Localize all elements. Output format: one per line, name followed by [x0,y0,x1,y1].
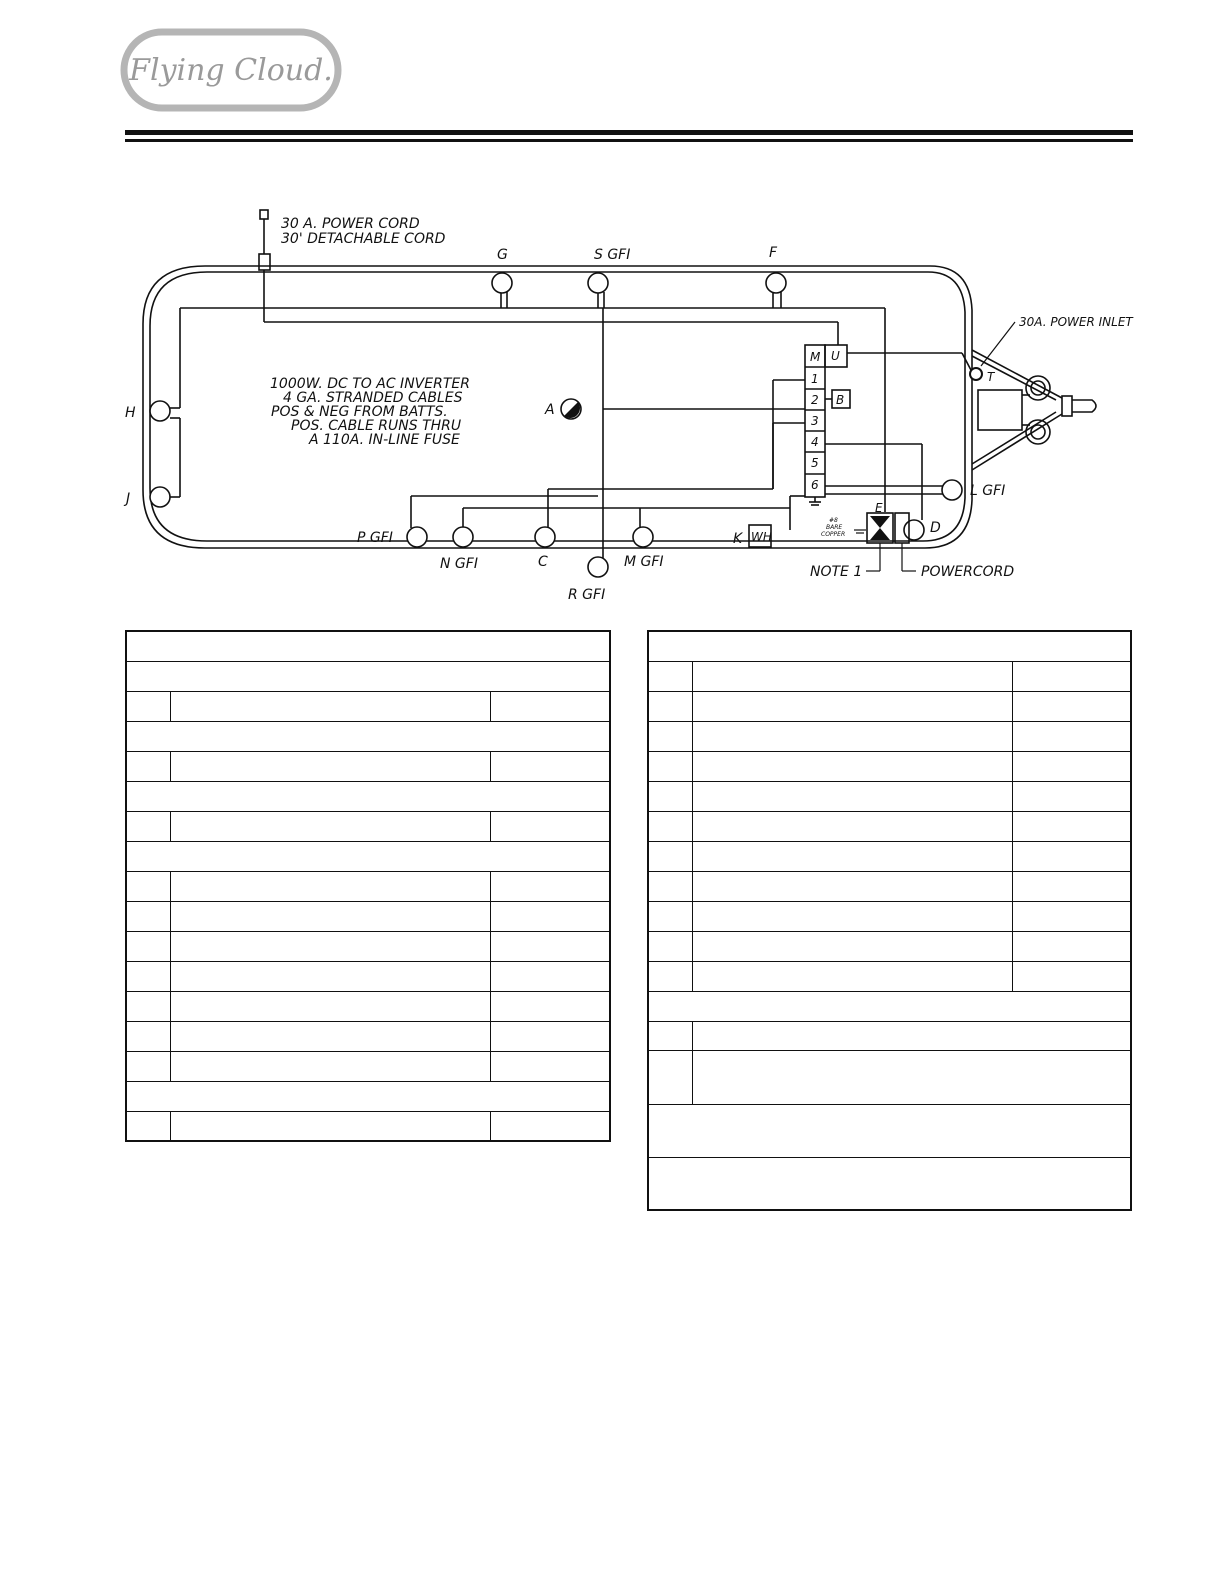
table-index-cell [648,931,692,961]
table-row [648,901,1131,931]
inverter-note-line-1: 1000W. DC TO AC INVERTER [270,376,470,392]
circuit-table-right [647,630,1132,1211]
table-index-cell [648,841,692,871]
table-row [648,961,1131,991]
table-row [126,811,610,841]
panel-label-u: U [831,349,840,363]
table-row [126,1081,610,1111]
label-a: A [545,402,555,418]
table-description-cell [170,811,490,841]
table-value-cell [1012,811,1131,841]
table-section-cell [126,721,610,751]
label-d: D [930,520,941,536]
table-index-cell [126,871,170,901]
table-row [648,631,1131,661]
table-value-cell [1012,661,1131,691]
wiring-diagram [0,190,1224,615]
outlet-h [150,401,170,421]
table-index-cell [126,901,170,931]
table-description-cell [692,691,1012,721]
table-row [126,901,610,931]
table-description-cell [692,901,1012,931]
table-row [126,961,610,991]
breaker-3: 3 [811,414,819,428]
table-row [126,841,610,871]
panel-label-m: M [810,350,821,364]
header-rule-thick [125,130,1133,135]
label-b: B [836,393,845,407]
label-t: T [987,370,995,384]
table-row [648,781,1131,811]
note1-label: NOTE 1 [810,564,863,580]
table-description-cell [170,1111,490,1141]
table-section-cell [126,841,610,871]
table-index-cell [648,721,692,751]
table-index-cell [126,1111,170,1141]
label-j: J [126,491,131,507]
table-index-cell [126,811,170,841]
table-row [648,1157,1131,1210]
breaker-1: 1 [811,372,819,386]
label-n-gfi: N GFI [440,556,478,572]
label-r-gfi: R GFI [568,587,606,603]
table-value-cell [1012,931,1131,961]
table-row [126,751,610,781]
table-index-cell [648,961,692,991]
table-section-cell [648,991,1131,1021]
table-value-cell [1012,691,1131,721]
table-description-cell [692,721,1012,751]
label-g: G [497,247,508,263]
table-row [648,931,1131,961]
table-header-cell [648,631,1131,661]
table-row [648,1050,1131,1104]
table-section-cell [126,781,610,811]
outlet-l-gfi [942,480,962,500]
label-h: H [125,405,136,421]
table-value-cell [1012,901,1131,931]
table-description-cell [692,661,1012,691]
label-l-gfi: L GFI [970,483,1006,499]
table-row [126,781,610,811]
circuit-table-left [125,630,611,1142]
table-description-cell [170,961,490,991]
power-cord-label: 30 A. POWER CORD [281,216,420,232]
table-row [126,721,610,751]
header-rule [125,130,1133,144]
table-description-cell [170,751,490,781]
table-row [126,991,610,1021]
inverter-note-line-4: POS. CABLE RUNS THRU [291,418,462,434]
table-index-cell [648,901,692,931]
table-row [648,1021,1131,1050]
ground-label-3: COPPER [821,531,846,538]
label-c: C [538,554,548,570]
table-value-cell [490,961,610,991]
power-inlet-label: 30A. POWER INLET [1019,315,1133,329]
table-description-cell [170,901,490,931]
table-row [126,871,610,901]
table-description-cell [692,871,1012,901]
breaker-5: 5 [811,456,819,470]
table-index-cell [648,1021,692,1050]
table-description-cell [170,871,490,901]
table-index-cell [648,811,692,841]
table-value-cell [1012,721,1131,751]
outlet-d [904,520,924,540]
table-index-cell [648,781,692,811]
table-value-cell [1012,871,1131,901]
transfer-switch-e [870,516,890,540]
table-row [126,631,610,661]
table-index-cell [126,931,170,961]
table-value-cell [490,1051,610,1081]
table-index-cell [648,751,692,781]
table-value-cell [490,871,610,901]
table-value-cell [1012,841,1131,871]
table-note-cell [692,1050,1131,1104]
table-value-cell [490,751,610,781]
label-f: F [769,245,778,261]
fixture-a [561,399,581,419]
table-value-cell [490,1111,610,1141]
header-rule-thin [125,139,1133,142]
table-description-cell [692,961,1012,991]
table-row [648,721,1131,751]
table-row [126,931,610,961]
table-row [126,1051,610,1081]
table-value-cell [490,811,610,841]
inverter-note-line-5: A 110A. IN-LINE FUSE [309,432,460,448]
table-index-cell [648,871,692,901]
outlet-p-gfi [407,527,427,547]
table-value-cell [490,691,610,721]
breaker-2: 2 [811,393,819,407]
table-header-cell [126,631,610,661]
table-section-cell [126,661,610,691]
table-row [648,991,1131,1021]
table-row [648,691,1131,721]
label-m-gfi: M GFI [624,554,664,570]
table-value-cell [1012,781,1131,811]
power-inlet-t [970,368,982,380]
ground-label-2: BARE [826,524,843,531]
label-s-gfi: S GFI [594,247,631,263]
table-index-cell [126,691,170,721]
table-value-cell [490,991,610,1021]
table-description-cell [170,931,490,961]
logo-text: Flying Cloud. [129,53,333,88]
table-description-cell [692,811,1012,841]
table-description-cell [170,991,490,1021]
table-value-cell [490,901,610,931]
table-note-cell [692,1021,1131,1050]
table-index-cell [648,691,692,721]
outlet-g [492,273,512,293]
table-row [648,661,1131,691]
table-row [126,691,610,721]
table-value-cell [490,1021,610,1051]
outlet-n-gfi [453,527,473,547]
outlet-f [766,273,786,293]
table-description-cell [692,931,1012,961]
table-description-cell [692,841,1012,871]
table-section-cell [126,1081,610,1111]
table-section-cell [648,1104,1131,1157]
table-index-cell [126,961,170,991]
trailer-hitch [972,350,1096,470]
outlet-r-gfi [588,557,608,577]
table-row [126,661,610,691]
table-value-cell [490,931,610,961]
label-wh: WH [751,530,772,544]
outlet-s-gfi [588,273,608,293]
table-description-cell [170,691,490,721]
table-row [648,811,1131,841]
breaker-4: 4 [811,435,819,449]
inverter-note-line-3: POS & NEG FROM BATTS. [271,404,448,420]
table-row [126,1021,610,1051]
table-description-cell [170,1021,490,1051]
outlet-j [150,487,170,507]
outlet-m-gfi [633,527,653,547]
powercord-label: POWERCORD [921,564,1015,580]
inverter-note [270,376,470,448]
table-value-cell [1012,751,1131,781]
table-row [126,1111,610,1141]
table-index-cell [126,991,170,1021]
ground-label-1: #8 [829,517,838,524]
table-description-cell [692,781,1012,811]
table-row [648,1104,1131,1157]
table-row [648,841,1131,871]
table-index-cell [648,1050,692,1104]
table-index-cell [648,661,692,691]
flying-cloud-logo [120,28,342,112]
table-row [648,751,1131,781]
outlet-c [535,527,555,547]
table-index-cell [126,1021,170,1051]
detachable-cord-label: 30' DETACHABLE CORD [281,231,446,247]
table-index-cell [126,751,170,781]
table-value-cell [1012,961,1131,991]
label-k: K [733,531,743,547]
label-p-gfi: P GFI [357,530,393,546]
table-row [648,871,1131,901]
table-description-cell [170,1051,490,1081]
breaker-6: 6 [811,478,819,492]
table-description-cell [692,751,1012,781]
table-index-cell [126,1051,170,1081]
inverter-note-line-2: 4 GA. STRANDED CABLES [283,390,463,406]
label-e: E [875,501,883,515]
table-section-cell [648,1157,1131,1210]
